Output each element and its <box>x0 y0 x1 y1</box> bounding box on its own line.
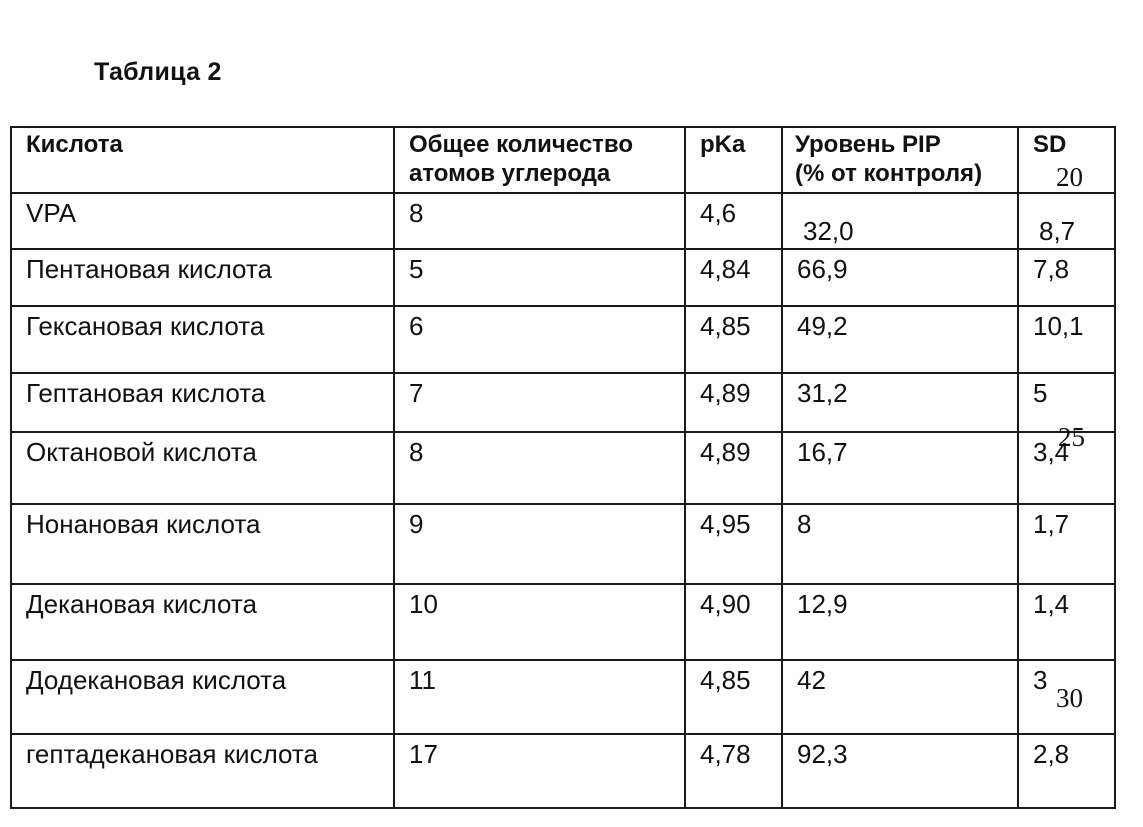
table-row <box>11 306 1115 373</box>
cell-carbon: 9 <box>394 504 685 584</box>
cell-pip: 8 <box>782 504 1018 584</box>
margin-line-number: 25 <box>1058 422 1085 452</box>
header-pip-line2: (% от контроля) <box>795 160 983 187</box>
header-sd-label: SD <box>1033 131 1067 158</box>
table-row <box>11 432 1115 504</box>
table-title: Таблица 2 <box>94 58 222 86</box>
cell-acid: Гексановая кислота <box>11 306 394 373</box>
cell-pip: 12,9 <box>782 584 1018 660</box>
cell-sd: 3,4 <box>1018 432 1115 504</box>
cell-acid: Октановой кислота <box>11 432 394 504</box>
cell-pka: 4,90 <box>685 584 782 660</box>
cell-pka: 4,85 <box>685 660 782 734</box>
cell-sd-value: 8,7 <box>1039 216 1076 246</box>
cell-pka: 4,89 <box>685 373 782 432</box>
cell-sd: 10,1 <box>1018 306 1115 373</box>
table-row <box>11 193 1115 249</box>
cell-carbon: 17 <box>394 734 685 808</box>
cell-pka: 4,84 <box>685 249 782 306</box>
cell-sd: 1,4 <box>1018 584 1115 660</box>
header-pip <box>782 127 1018 193</box>
cell-pip: 42 <box>782 660 1018 734</box>
header-carbon-line2: атомов углерода <box>409 160 611 187</box>
table-row <box>11 734 1115 808</box>
margin-line-number: 30 <box>1056 683 1083 713</box>
cell-acid: Декановая кислота <box>11 584 394 660</box>
cell-carbon: 8 <box>394 193 685 249</box>
cell-pip: 92,3 <box>782 734 1018 808</box>
cell-acid: Пентановая кислота <box>11 249 394 306</box>
cell-pip: 66,9 <box>782 249 1018 306</box>
cell-acid: Нонановая кислота <box>11 504 394 584</box>
cell-pka: 4,6 <box>685 193 782 249</box>
table-header-row <box>11 127 1115 193</box>
cell-pka: 4,89 <box>685 432 782 504</box>
cell-carbon: 7 <box>394 373 685 432</box>
header-acid <box>11 127 394 193</box>
cell-pip: 31,2 <box>782 373 1018 432</box>
cell-acid: Додекановая кислота <box>11 660 394 734</box>
cell-pip-value: 32,0 <box>803 216 854 246</box>
cell-carbon: 11 <box>394 660 685 734</box>
header-carbon-line1: Общее количество <box>409 131 634 158</box>
cell-carbon: 5 <box>394 249 685 306</box>
cell-sd: 2,8 <box>1018 734 1115 808</box>
cell-carbon: 6 <box>394 306 685 373</box>
cell-acid: VPA <box>11 193 394 249</box>
cell-pip: 16,7 <box>782 432 1018 504</box>
cell-pka: 4,95 <box>685 504 782 584</box>
margin-line-number: 20 <box>1056 162 1083 192</box>
header-acid-label: Кислота <box>26 131 123 158</box>
table-row <box>11 660 1115 734</box>
cell-pip: 49,2 <box>782 306 1018 373</box>
cell-acid: Гептановая кислота <box>11 373 394 432</box>
cell-sd: 3 <box>1018 660 1115 734</box>
table-row <box>11 249 1115 306</box>
header-pka-label: pKa <box>700 131 746 158</box>
acid-table <box>10 126 1116 809</box>
header-pip-line1: Уровень PIP <box>795 131 941 158</box>
cell-sd: 7,8 <box>1018 249 1115 306</box>
header-pka <box>685 127 782 193</box>
cell-sd: 1,7 <box>1018 504 1115 584</box>
cell-carbon: 8 <box>394 432 685 504</box>
table-row <box>11 373 1115 432</box>
cell-acid: гептадекановая кислота <box>11 734 394 808</box>
cell-pka: 4,78 <box>685 734 782 808</box>
table-row <box>11 584 1115 660</box>
header-carbon <box>394 127 685 193</box>
cell-sd: 5 <box>1018 373 1115 432</box>
cell-sd <box>1018 193 1115 249</box>
cell-pip <box>782 193 1018 249</box>
table-row <box>11 504 1115 584</box>
cell-pka: 4,85 <box>685 306 782 373</box>
cell-carbon: 10 <box>394 584 685 660</box>
